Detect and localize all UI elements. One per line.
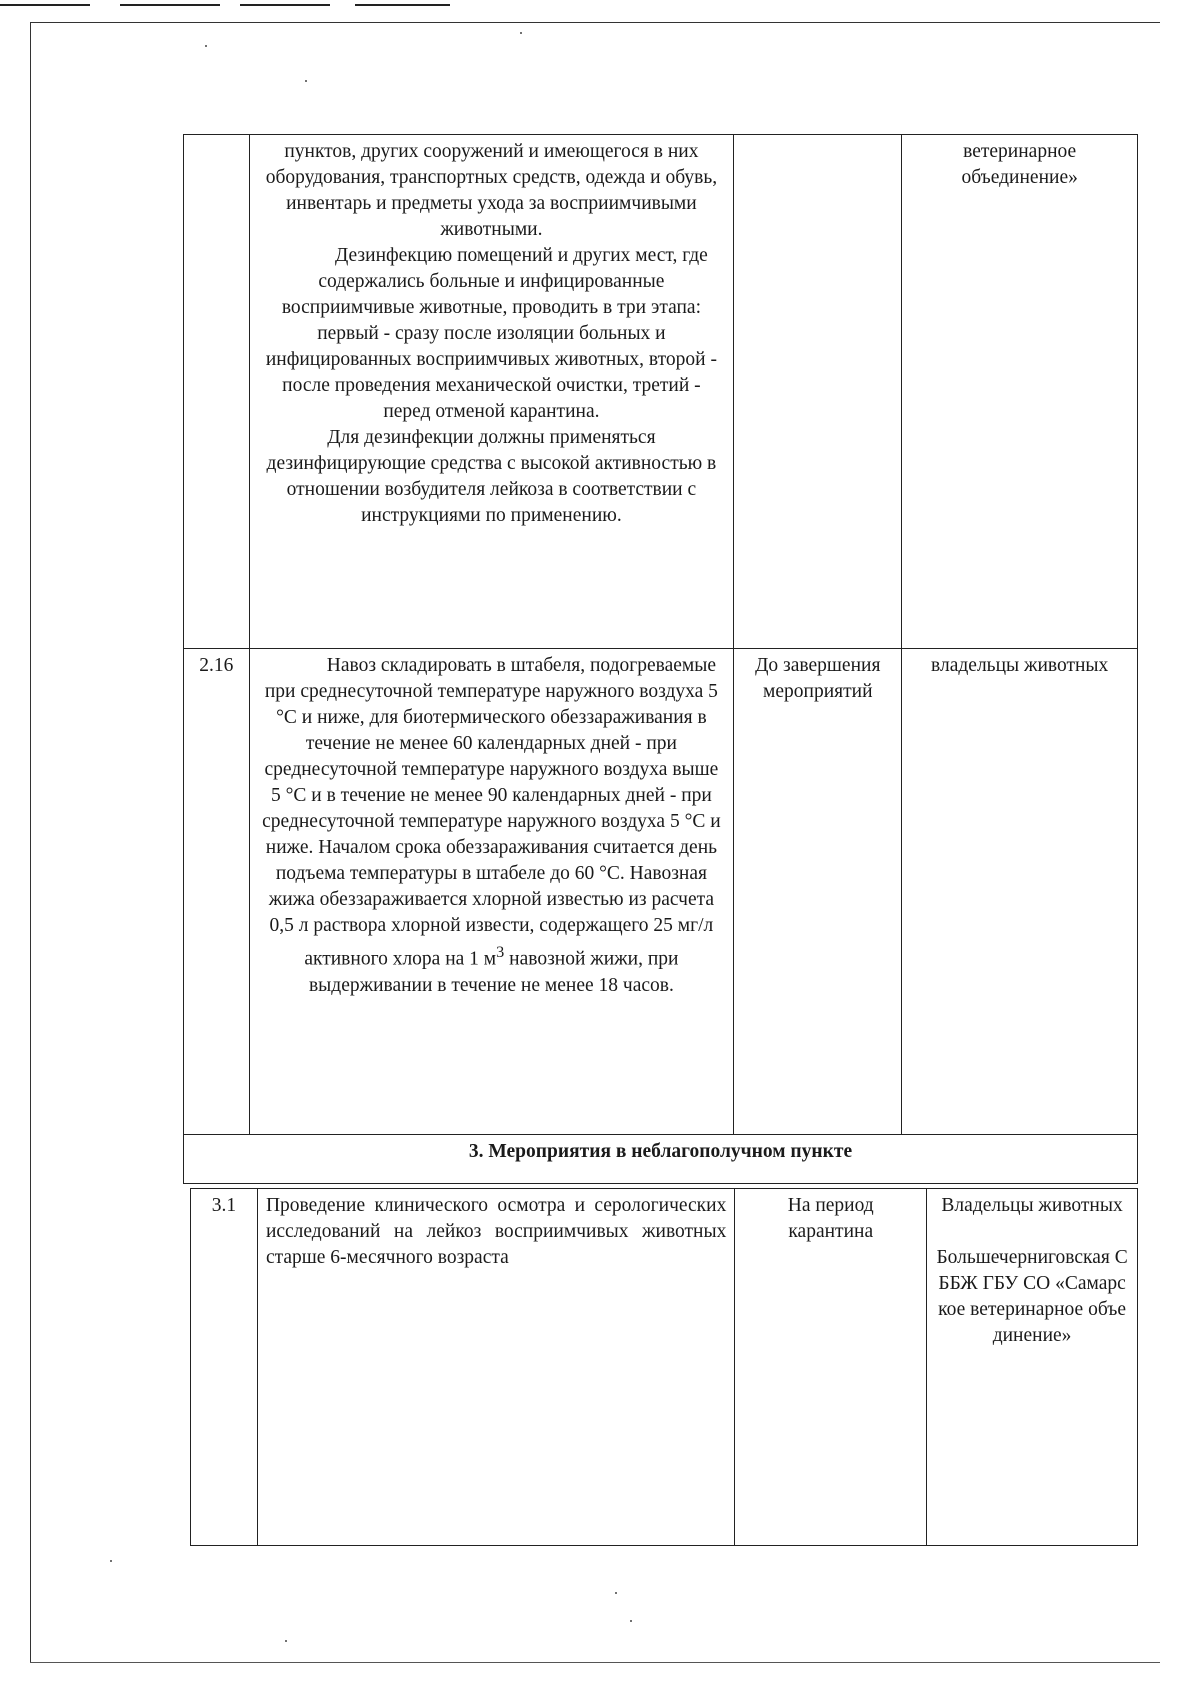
responsible-line: Владельцы животных	[941, 1195, 1123, 1216]
responsible-cell: владельцы животных	[902, 649, 1138, 1135]
measure-paragraph: пунктов, других сооружений и имеющегося в них оборудования, транспортных средств, одежда и обувь, инвентарь и предметы ухода за восприимчивыми животными.	[265, 141, 718, 240]
superscript: 3	[496, 943, 505, 961]
measure-text: Проведение клинического осмотра и серологических исследований на лейкоз восприимчивых животных старше 6-месячного возраста	[257, 1189, 734, 1546]
scan-speck	[205, 45, 207, 47]
scan-speck	[305, 80, 307, 82]
row-number: 3.1	[191, 1189, 258, 1546]
scan-speck	[615, 1592, 617, 1594]
row-number	[184, 135, 250, 649]
term-cell	[734, 135, 902, 649]
row-number: 2.16	[184, 649, 250, 1135]
measures-table	[183, 134, 1138, 1184]
term-cell: На период карантина	[735, 1189, 927, 1546]
table-row	[191, 1189, 1138, 1546]
measure-paragraph: Дезинфекцию помещений и других мест, где содержались больные и инфицированные восприимчивые животные, проводить в три этапа: первый - сразу после изоляции больных и инфицированных восприимчивых животных, второй - после проведения механической очистки, третий - перед отменой карантина.	[265, 245, 717, 422]
page-frame-left	[30, 22, 31, 1662]
section-title: 3. Мероприятия в неблагополучном пункте	[184, 1135, 1138, 1184]
measure-text	[249, 135, 734, 649]
scan-edge	[0, 4, 90, 6]
table-row	[184, 649, 1138, 1135]
scan-edge	[120, 4, 220, 6]
measure-text-part: Навоз складировать в штабеля, подогреваемые при среднесуточной температуре наружного воздуха 5 °С и ниже, для биотермического обеззараживания в течение не менее 60 календарных дней - при среднесуточной температуре наружного воздуха выше 5 °С и в течение не менее 90 календарных дней - при среднесуточной температуре наружного воздуха 5 °С и ниже. Началом срока обеззараживания считается день подъема температуры в штабеле до 60 °С. Навозная жижа обеззараживается хлорной известью из расчета 0,5 л раствора хлорной извести, содержащего 25 мг/л активного хлора на 1 м	[262, 655, 721, 970]
scan-speck	[285, 1640, 287, 1642]
table-row	[184, 135, 1138, 649]
responsible-cell	[927, 1189, 1138, 1546]
responsible-cell: ветеринарное объединение»	[902, 135, 1138, 649]
page-frame-top	[30, 22, 1160, 23]
measures-table-section-3	[190, 1188, 1138, 1546]
scan-edge	[240, 4, 330, 6]
scan-speck	[520, 32, 522, 34]
responsible-line: Большечерниговская СББЖ ГБУ СО «Самарское ветеринарное объединение»	[936, 1247, 1128, 1346]
measure-text	[249, 649, 734, 1135]
section-row	[184, 1135, 1138, 1184]
term-cell: До завершения мероприятий	[734, 649, 902, 1135]
scan-speck	[630, 1620, 632, 1622]
scan-speck	[110, 1560, 112, 1562]
measure-text-part: навозной жижи, при выдерживании в течение не менее 18 часов.	[308, 948, 679, 996]
scan-edge	[355, 4, 450, 6]
measure-paragraph: Для дезинфекции должны применяться дезинфицирующие средства с высокой активностью в отношении возбудителя лейкоза в соответствии с инструкциями по применению.	[266, 427, 717, 526]
page-frame-bottom	[30, 1662, 1160, 1663]
